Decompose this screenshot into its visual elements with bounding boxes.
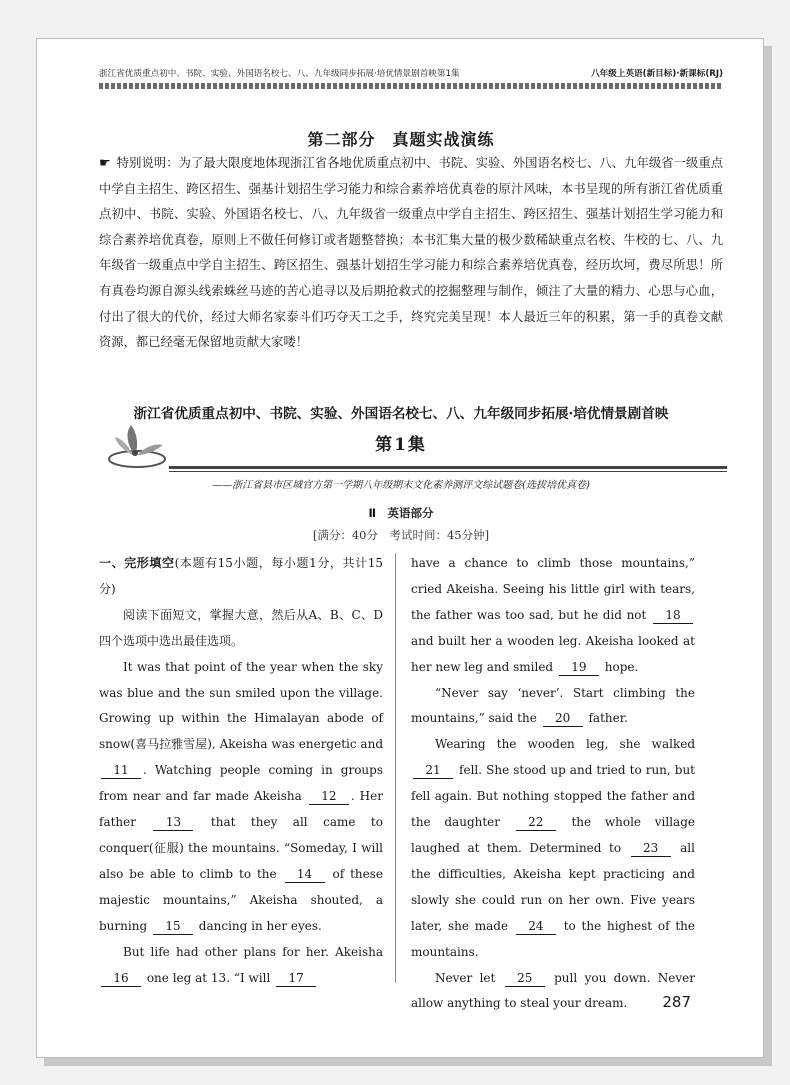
blank-13[interactable]: 13: [153, 815, 193, 831]
blank-15[interactable]: 15: [153, 919, 193, 935]
column-divider: [395, 553, 396, 983]
special-note-text: 特别说明：为了最大限度地体现浙江省各地优质重点初中、书院、实验、外国语名校七、八、九年级省一级重点中学自主招生、跨区招生、强基计划招生学习能力和综合素养培优真卷的原汁风味，本书呈现的所有浙江省优质重点初中、书院、实验、外国语名校七、八、九年级省一级重点中学自主招生、跨区招生、强基计划招生学习能力和综合素养培优真卷，原则上不做任何修订或者题整替换；本书汇集大量的极少数稀缺重点名校、牛校的七、八、九年级省一级重点中学自主招生、跨区招生、强基计划招生学习能力和综合素养培优真卷，经历坎坷，费尽所思！所有真卷均源自源头线索蛛丝马迹的苦心追寻以及后期抢救式的挖掘整理与制作，倾注了大量的精力、心思与心血，付出了很大的代价，经过大师名家泰斗们巧夺天工之手，终究完美呈现！本人最近三年的积累，第一手的真卷文献资源，都已经毫无保留地贡献大家喽！: [99, 156, 723, 350]
left-column: [99, 551, 383, 991]
exam-meta: [满分：40分 考试时间：45分钟]: [312, 528, 490, 542]
blank-19[interactable]: 19: [559, 660, 599, 676]
blank-20[interactable]: 20: [543, 711, 583, 727]
blank-23[interactable]: 23: [631, 841, 671, 857]
right-column: [411, 551, 695, 1017]
blank-17[interactable]: 17: [276, 971, 316, 987]
passage-paragraph-2-end: have a chance to climb those mountains,” cried Akeisha. Seeing his little girl with tears, the father was too sad, but he did not 18 and built her a wooden leg. Akeisha looked at her new leg and smiled 19 hope.: [411, 556, 695, 674]
pointing-hand-icon: ☛: [99, 156, 111, 171]
running-header-right: 八年级上英语(新目标)·新课标(RJ): [591, 69, 723, 79]
blank-14[interactable]: 14: [285, 867, 325, 883]
blank-16[interactable]: 16: [101, 971, 141, 987]
section-title: 第二部分 真题实战演练: [307, 130, 495, 149]
question-heading: 一、完形填空(本题有15小题，每小题1分，共计15分): [99, 556, 383, 596]
blank-18[interactable]: 18: [653, 608, 693, 624]
blank-11[interactable]: 11: [101, 763, 141, 779]
running-header: [99, 67, 723, 79]
blank-24[interactable]: 24: [516, 919, 556, 935]
running-header-left: 浙江省优质重点初中、书院、实验、外国语名校七、八、九年级同步拓展·培优情景剧首映第1集: [99, 69, 460, 79]
part-title: Ⅱ 英语部分: [368, 506, 434, 520]
title-rule-thin: [169, 471, 727, 472]
passage-paragraph-2-start: But life had other plans for her. Akeisha 16 one leg at 13. “I will 17: [99, 940, 383, 992]
exam-source: ——浙江省县市区域官方第一学期八年级期末文化素养测评文综试题卷(选拔培优真卷): [212, 480, 590, 491]
passage-paragraph-5: Never let 25 pull you down. Never allow anything to steal your dream.: [411, 970, 695, 1011]
passage-paragraph-1: It was that point of the year when the sky was blue and the sun smiled upon the village. Growing up within the Himalayan abode of snow(喜马拉雅雪屋), Akeisha was energetic and 11 . Watching people coming in groups from near and far made Akeisha 12 . Her father 13 that they all came to conquer(征服) the mountains. “Someday, I will also be able to climb to the 14 of these majestic mountains,” Akeisha shouted, a burning 15 dancing in her eyes.: [99, 659, 383, 933]
title-rule-thick: [169, 466, 727, 469]
blank-12[interactable]: 12: [309, 789, 349, 805]
blank-22[interactable]: 22: [516, 815, 556, 831]
special-note: [99, 151, 723, 356]
header-divider: [99, 83, 723, 89]
passage-paragraph-3: “Never say ‘never’. Start climbing the mountains,” said the 20 father.: [411, 685, 695, 726]
passage-paragraph-4: Wearing the wooden leg, she walked 21 fell. She stood up and tried to run, but fell again. But nothing stopped the father and the daughter 22 the whole village laughed at them. Determined to 23 all the difficulties, Akeisha kept practicing and slowly she could run on her own. Five years later, she made 24 to the highest of the mountains.: [411, 737, 695, 959]
series-title: 浙江省优质重点初中、书院、实验、外国语名校七、八、九年级同步拓展·培优情景剧首映: [133, 406, 669, 422]
page-number: 287: [662, 993, 691, 1011]
episode-title: 第1集: [375, 435, 427, 455]
book-page: [36, 38, 764, 1058]
blank-25[interactable]: 25: [505, 971, 545, 987]
blank-21[interactable]: 21: [413, 763, 453, 779]
question-instruction: 阅读下面短文，掌握大意，然后从A、B、C、D四个选项中选出最佳选项。: [99, 607, 383, 648]
